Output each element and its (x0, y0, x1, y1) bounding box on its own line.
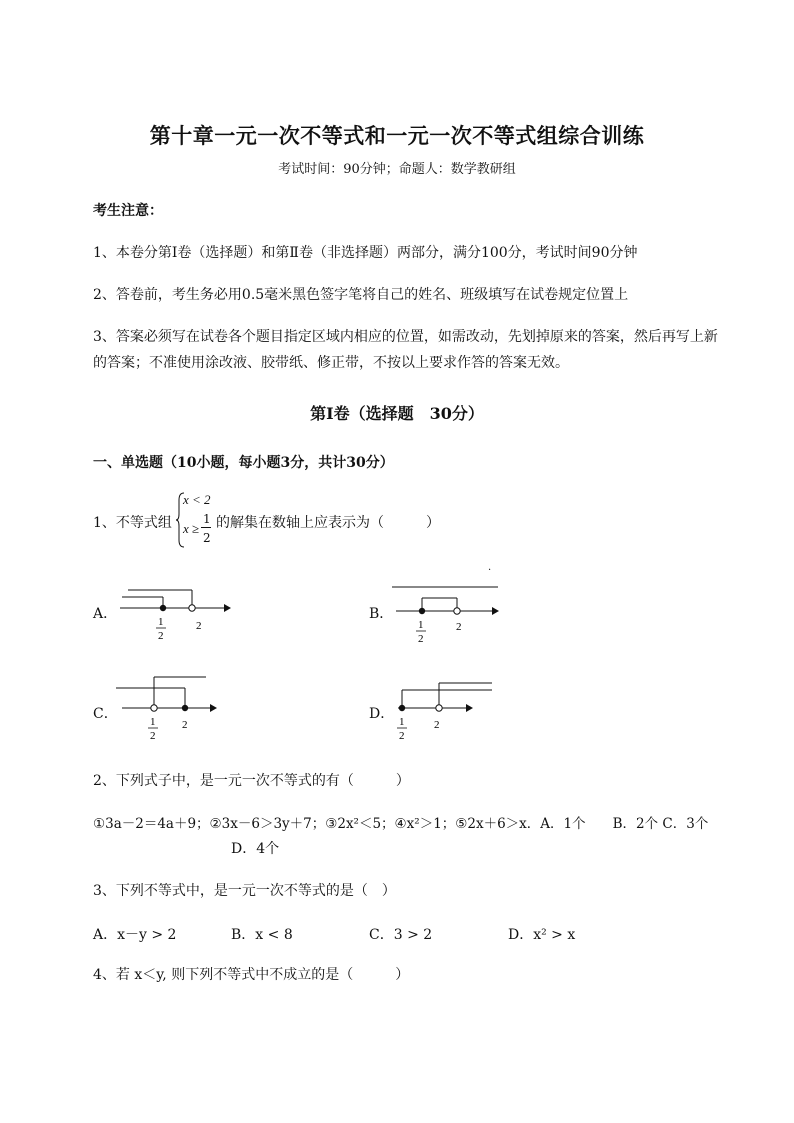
q2-expressions: ①3a－2＝4a＋9；②3x－6＞3y＋7；③2x²＜5；④x²＞1；⑤2x＋6＞x．A．1个 B．2个 C．3个 (93, 816, 709, 832)
tick-b-half-num: 1 (418, 619, 424, 631)
section-subheading: 一、单选题（10小题，每小题3分，共计30分） (93, 455, 394, 471)
system-line-2: x ≥ (183, 521, 200, 536)
exam-info: 考试时间：90分钟；命题人：数学教研组 (278, 162, 516, 177)
q1-prefix: 1、不等式组 (93, 515, 172, 531)
notice-item-1: 1、本卷分第Ⅰ卷（选择题）和第Ⅱ卷（非选择题）两部分，满分100分，考试时间90分钟 (93, 245, 638, 261)
q2-option-d[interactable]: D．4个 (231, 841, 280, 857)
q4-stem: 4、若 x＜y, 则下列不等式中不成立的是（ ） (93, 967, 410, 983)
frac-den: 2 (203, 531, 211, 545)
number-line-b[interactable] (388, 582, 508, 646)
tick-b-half-den: 2 (418, 633, 424, 645)
notice-item-3: 3、答案必须写在试卷各个题目指定区域内相应的位置，如需改动，先划掉原来的答案，然后再写上新 (93, 329, 718, 345)
frac-bar (201, 527, 211, 528)
tick-d-half-num: 1 (399, 716, 405, 728)
q3-option-c[interactable]: C．3 > 2 (369, 927, 433, 943)
tick-b-two: 2 (456, 621, 462, 633)
tick-d-half-den: 2 (399, 730, 405, 742)
tick-a-two: 2 (196, 620, 202, 632)
q3-option-d[interactable]: D．x² > x (508, 927, 576, 943)
tick-c-two: 2 (182, 719, 188, 731)
page-title: 第十章一元一次不等式和一元一次不等式组综合训练 (149, 123, 645, 148)
notice-item-2: 2、答卷前，考生务必用0.5毫米黑色签字笔将自己的姓名、班级填写在试卷规定位置上 (93, 287, 629, 303)
number-line-c[interactable] (112, 673, 232, 745)
number-line-d[interactable] (392, 676, 502, 746)
q3-stem: 3、下列不等式中，是一元一次不等式的是（ ） (93, 883, 396, 899)
tick-a-half-num: 1 (158, 616, 164, 628)
tick-c-half-num: 1 (150, 716, 156, 728)
stray-dot: . (488, 562, 492, 573)
section-title: 第Ⅰ卷（选择题 30分） (310, 404, 484, 423)
q1-option-d-label[interactable]: D． (369, 706, 395, 722)
frac-num: 1 (203, 512, 211, 526)
notice-item-3-cont: 的答案；不准使用涂改液、胶带纸、修正带，不按以上要求作答的答案无效。 (93, 355, 569, 371)
q3-option-b[interactable]: B．x < 8 (231, 927, 293, 943)
number-line-a[interactable] (112, 585, 232, 645)
tick-a-half-den: 2 (158, 630, 164, 642)
q3-option-a[interactable]: A．x－y > 2 (93, 927, 177, 943)
q1-suffix: 的解集在数轴上应表示为（ ） (216, 515, 440, 531)
system-line-1: x < 2 (183, 492, 211, 507)
q1-option-c-label[interactable]: C． (93, 706, 118, 722)
tick-d-two: 2 (434, 719, 440, 731)
q1-option-b-label[interactable]: B． (369, 606, 394, 622)
notice-heading: 考生注意： (93, 203, 163, 219)
q2-stem: 2、下列式子中，是一元一次不等式的有（ ） (93, 773, 410, 789)
q1-option-a-label[interactable]: A． (93, 606, 118, 622)
tick-c-half-den: 2 (150, 730, 156, 742)
